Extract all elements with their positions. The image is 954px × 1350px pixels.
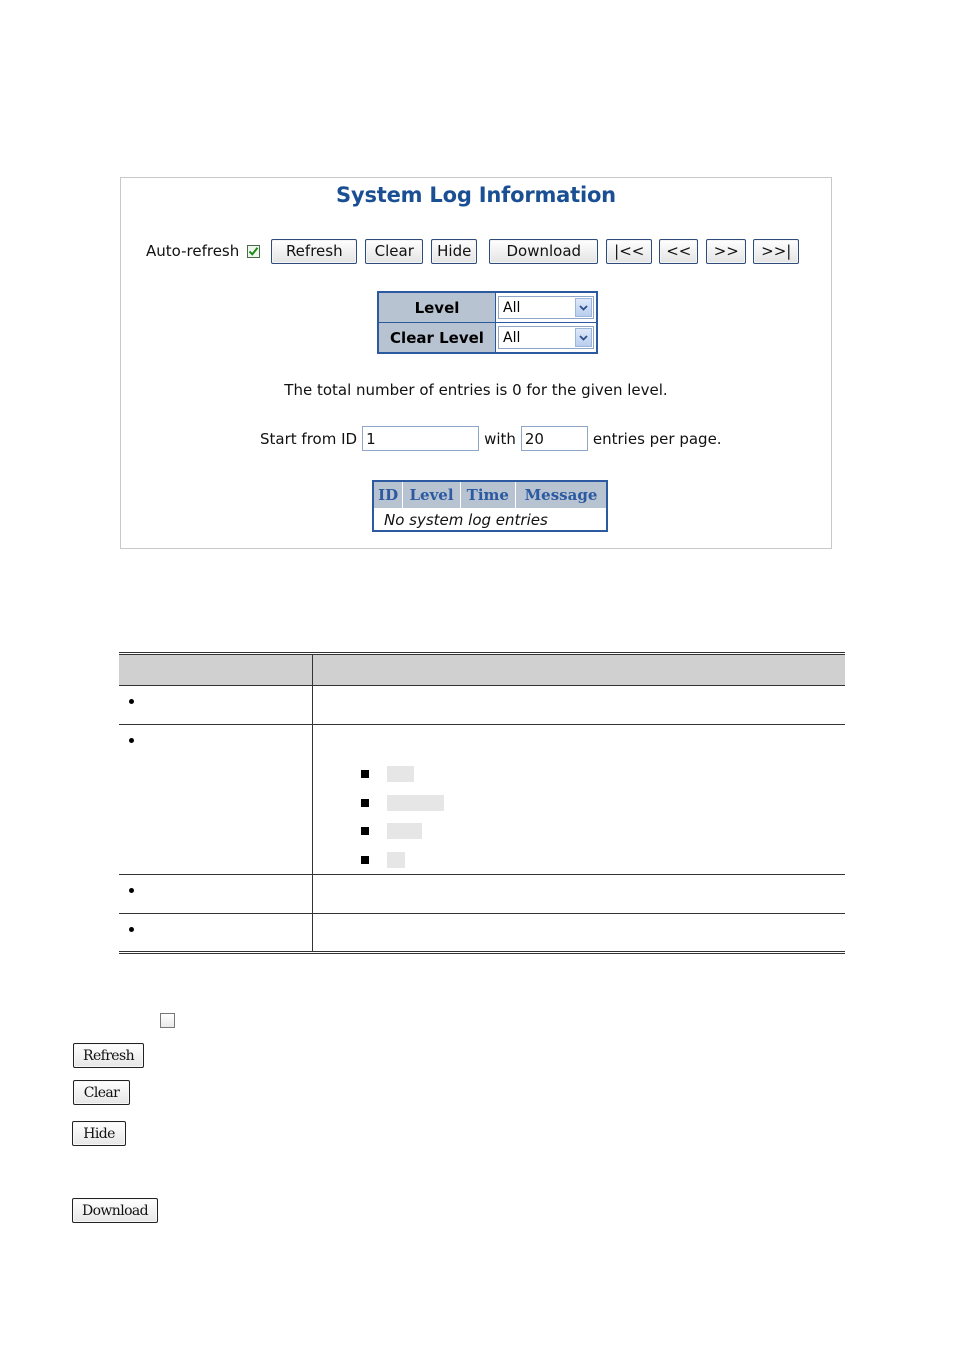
column-header-message: Message — [515, 481, 607, 509]
refresh-button-sample[interactable]: Refresh — [73, 1043, 144, 1068]
download-button-sample[interactable]: Download — [72, 1198, 158, 1223]
checkmark-icon — [248, 246, 259, 257]
empty-log-message: No system log entries — [384, 510, 548, 529]
paging-row — [260, 426, 722, 451]
list-item — [361, 760, 845, 789]
level-list — [361, 760, 845, 874]
level-filter-table — [377, 291, 598, 354]
refresh-button[interactable]: Refresh — [271, 239, 357, 264]
page-title: System Log Information — [336, 183, 616, 207]
square-bullet-icon — [361, 770, 369, 778]
bullet-icon — [129, 927, 134, 932]
chevron-down-icon — [575, 328, 592, 347]
toolbar — [146, 238, 799, 264]
download-button[interactable]: Download — [489, 239, 598, 264]
bullet-icon — [129, 699, 134, 704]
system-log-table — [372, 480, 608, 532]
level-select[interactable] — [498, 296, 594, 319]
chevron-down-icon — [575, 298, 592, 317]
column-header-time: Time — [460, 481, 515, 509]
auto-refresh-checkbox[interactable] — [247, 245, 260, 258]
description-table — [119, 652, 845, 954]
level-select-value: All — [503, 299, 521, 316]
square-bullet-icon — [361, 856, 369, 864]
column-header-level: Level — [403, 481, 460, 509]
clear-level-select-value: All — [503, 329, 521, 346]
clear-level-select[interactable] — [498, 326, 594, 349]
start-from-label: Start from ID — [260, 429, 358, 448]
entries-per-page-label: entries per page. — [592, 429, 722, 448]
column-header-object — [119, 654, 313, 686]
bullet-icon — [129, 888, 134, 893]
hide-button[interactable]: Hide — [431, 239, 477, 264]
hide-button-sample[interactable]: Hide — [72, 1121, 126, 1146]
square-bullet-icon — [361, 799, 369, 807]
entries-per-page-input[interactable]: 20 — [521, 426, 588, 451]
square-bullet-icon — [361, 827, 369, 835]
table-row — [119, 725, 845, 875]
first-page-button[interactable]: |<< — [606, 239, 652, 264]
column-header-id: ID — [373, 481, 403, 509]
total-entries-text: The total number of entries is 0 for the given level. — [284, 381, 668, 399]
next-page-button[interactable]: >> — [706, 239, 746, 264]
table-row — [119, 686, 845, 725]
clear-button-sample[interactable]: Clear — [73, 1080, 130, 1105]
clear-level-label: Clear Level — [378, 323, 496, 354]
column-header-description — [313, 654, 846, 686]
prev-page-button[interactable]: << — [659, 239, 698, 264]
last-page-button[interactable]: >>| — [753, 239, 799, 264]
list-item — [361, 846, 845, 875]
level-label: Level — [378, 292, 496, 323]
table-row — [119, 875, 845, 914]
list-item — [361, 817, 845, 846]
clear-button[interactable]: Clear — [365, 239, 423, 264]
start-id-input[interactable]: 1 — [362, 426, 479, 451]
list-item — [361, 789, 845, 818]
bullet-icon — [129, 738, 134, 743]
system-log-panel — [120, 177, 832, 549]
auto-refresh-checkbox-sample[interactable] — [160, 1013, 175, 1028]
table-row — [373, 509, 607, 532]
with-label: with — [484, 429, 516, 448]
auto-refresh-label: Auto-refresh — [146, 242, 240, 260]
table-row — [119, 914, 845, 953]
